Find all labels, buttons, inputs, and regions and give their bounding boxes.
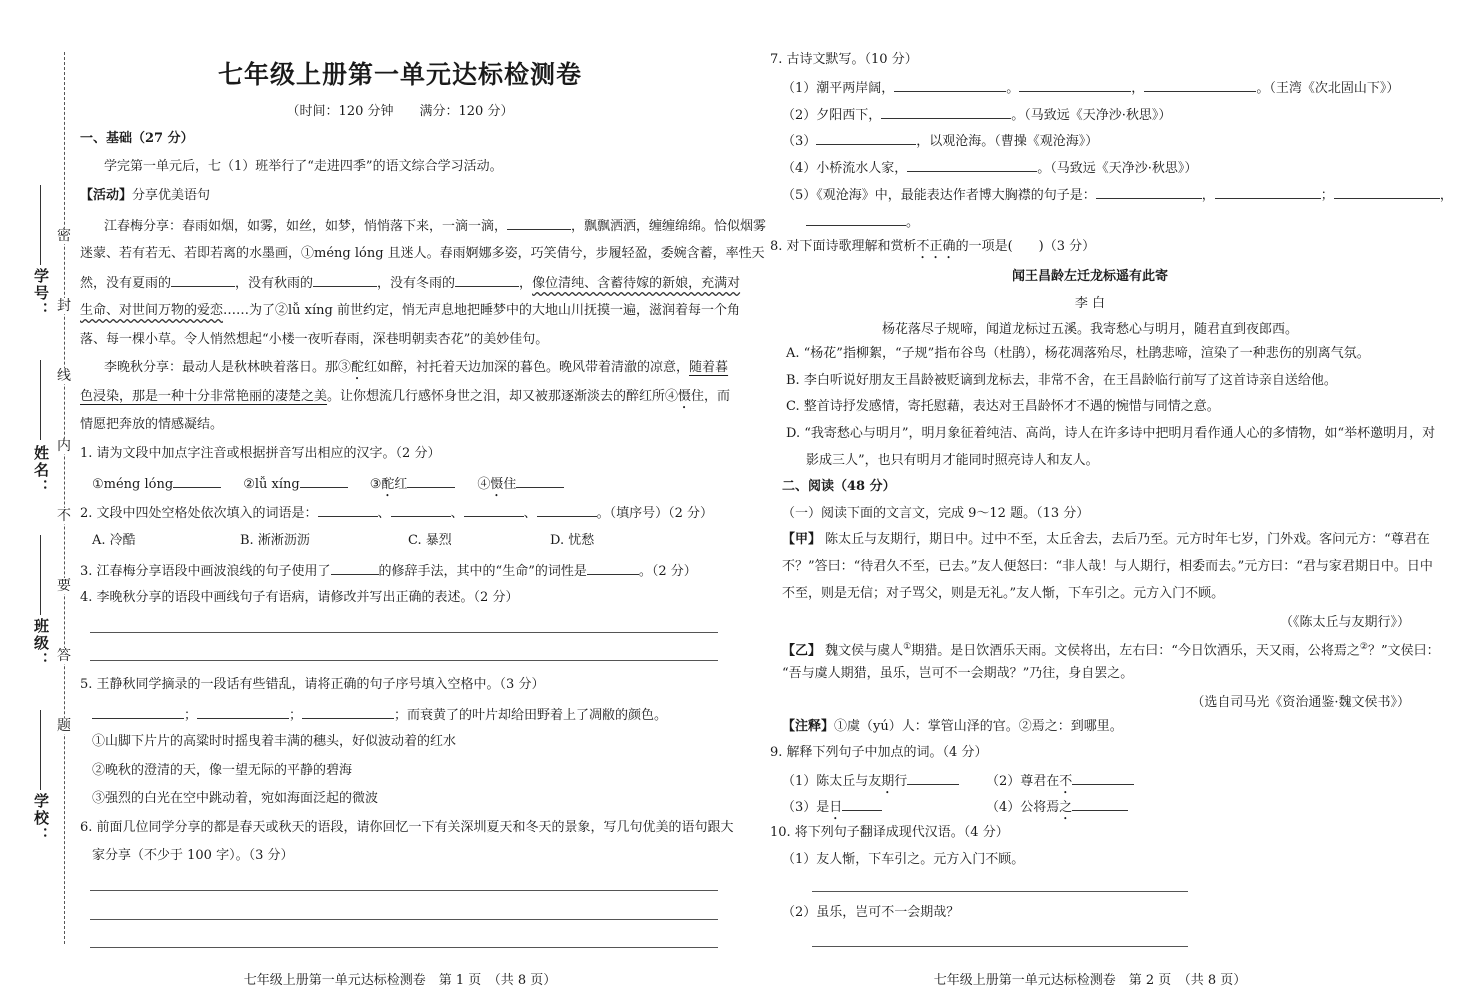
answer-blank[interactable] <box>173 474 221 488</box>
question-7-3: （3） ，以观沧海。（曹操《观沧海》） <box>782 131 1098 151</box>
binding-dashed-line <box>64 52 65 944</box>
answer-blank[interactable] <box>537 503 597 517</box>
answer-line[interactable] <box>812 891 1188 892</box>
activity-tag: 【活动】 <box>80 188 133 203</box>
text-source: （选自司马光《资治通鉴·魏文侯书》） <box>1191 695 1410 710</box>
passage-line: 落、每一棵小草。令人悄然想起“小楼一夜听春雨，深巷明朝卖杏花”的美妙佳句。 <box>80 332 549 347</box>
question-5: 5. 王静秋同学摘录的一段话有些错乱，请将正确的句子序号填入空格中。（3 分） <box>80 677 545 692</box>
answer-blank[interactable] <box>300 474 348 488</box>
question-9-1: （1）陈太丘与友期行 <box>782 771 959 797</box>
poem-text: 杨花落尽子规啼，闻道龙标过五溪。我寄愁心与明月，随君直到夜郎西。 <box>881 322 1298 337</box>
poem-author: 李 白 <box>1074 296 1106 311</box>
passage-line: 色浸染，那是一种十分非常艳丽的凄楚之美。让你想流几行感怀身世之泪，却又被那逐渐淡去的醉红所④慑住，而 <box>80 389 731 404</box>
question-10-1: （1）友人惭，下车引之。元方入门不顾。 <box>782 852 1025 867</box>
question-10-2: （2）虽乐，岂可不一会期哉？ <box>782 905 960 920</box>
name-line <box>40 360 41 440</box>
seal-char: 封 <box>57 298 71 314</box>
answer-blank[interactable] <box>92 705 184 719</box>
option-b[interactable]: B. 李白听说好朋友王昌龄被贬谪到龙标去，非常不舍，在王昌龄临行前写了这首诗亲自送给他。 <box>786 373 1337 388</box>
question-5-blanks: ； ； ；而衰黄了的叶片却给田野着上了凋敝的颜色。 <box>92 705 667 725</box>
classical-text: “吾与虞人期猎，虽乐，岂可不一会期哉？”乃往，身自罢之。 <box>782 666 1134 681</box>
underlined-sentence: 随着暮 <box>689 360 729 375</box>
sentence-option: ②晚秋的澄清的天，像一望无际的平静的碧海 <box>92 763 353 778</box>
question-7-4: （4）小桥流水人家， 。（马致远《天净沙·秋思》） <box>782 158 1197 178</box>
answer-blank[interactable] <box>464 503 524 517</box>
question-10: 10. 将下列句子翻译成现代汉语。（4 分） <box>770 825 1009 840</box>
question-3: 3. 江春梅分享语段中画波浪线的句子使用了 的修辞手法，其中的“生命”的词性是 。（2 分） <box>80 561 697 581</box>
question-9-2: （2）尊君在不 <box>986 771 1134 797</box>
question-1-items: ①méng lóng ②lǚ xíng ③酡红 ④慑住 <box>92 474 564 500</box>
question-6: 6. 前面几位同学分享的都是春天或秋天的语段，请你回忆一下有关深圳夏天和冬天的景象，写几句优美的语句跟大 <box>80 820 734 835</box>
passage-line: 生命、对世间万物的爱恋……为了②lǚ xíng 前世约定，悄无声息地把睡梦中的大地山川抚摸一遍，滋润着每一个角 <box>80 303 740 318</box>
answer-blank[interactable] <box>1215 185 1321 199</box>
answer-blank[interactable] <box>1072 797 1128 811</box>
page-footer: 七年级上册第一单元达标检测卷 第 1 页 （共 8 页） <box>243 973 557 988</box>
seal-char: 密 <box>57 228 71 244</box>
answer-blank[interactable] <box>516 474 564 488</box>
answer-blank[interactable] <box>907 158 1037 172</box>
option-b[interactable]: B. 淅淅沥沥 <box>240 533 310 548</box>
passage-line: 情愿把奔放的情感凝结。 <box>80 417 224 432</box>
answer-line[interactable] <box>90 632 718 633</box>
section-heading: 一、基础（27 分） <box>80 131 194 146</box>
sentence-option: ③强烈的白光在空中跳动着，宛如海面泛起的微波 <box>92 791 379 806</box>
question-7-5-cont: 。 <box>806 212 919 232</box>
question-9: 9. 解释下列句子中加点的词。（4 分） <box>770 745 988 760</box>
question-2: 2. 文段中四处空格处依次填入的词语是： 、 、 、 。（填序号）（2 分） <box>80 503 713 523</box>
poem-title: 闻王昌龄左迁龙标遥有此寄 <box>1011 269 1168 284</box>
page-footer: 七年级上册第一单元达标检测卷 第 2 页 （共 8 页） <box>933 973 1247 988</box>
activity-title: 分享优美语句 <box>132 188 211 203</box>
answer-blank[interactable] <box>907 771 959 785</box>
answer-blank[interactable] <box>1144 78 1256 92</box>
answer-line[interactable] <box>90 947 718 948</box>
answer-blank[interactable] <box>391 503 451 517</box>
answer-blank[interactable] <box>407 474 455 488</box>
option-d[interactable]: D. 忧愁 <box>550 533 595 548</box>
wavy-sentence: 像位清纯、含蓄待嫁的新娘，充满对 <box>532 276 741 291</box>
answer-blank[interactable] <box>842 797 882 811</box>
answer-line[interactable] <box>90 919 718 920</box>
seal-char: 要 <box>57 578 71 594</box>
class-label: 班级： <box>32 618 50 669</box>
school-label: 学校： <box>32 793 50 844</box>
question-8: 8. 对下面诗歌理解和赏析不正确的一项是( )（3 分） <box>770 239 1096 254</box>
wavy-sentence: 生命、对世间万物的爱恋 <box>80 303 224 318</box>
binding-margin <box>0 0 80 999</box>
answer-blank[interactable] <box>1334 185 1440 199</box>
answer-line[interactable] <box>812 946 1188 947</box>
school-line <box>40 710 41 790</box>
classical-text: 【甲】 陈太丘与友期行，期日中。过中不至，太丘舍去，去后乃至。元方时年七岁，门外戏。客问元方：“尊君在 <box>782 532 1430 547</box>
question-7-1: （1）潮平两岸阔， 。 ， 。（王湾《次北固山下》） <box>782 78 1399 98</box>
passage-line: 李晚秋分享：最动人是秋林映着落日。那③酡红如醉，衬托着天边加深的暮色。晚风带着清澈的凉意，随着暮 <box>104 360 729 375</box>
question-9-3: （3）是日 <box>782 797 882 823</box>
sentence-option: ①山脚下片片的高粱时时摇曳着丰满的穗头，好似波动着的红水 <box>92 734 457 749</box>
answer-blank[interactable] <box>894 78 1006 92</box>
exam-title: 七年级上册第一单元达标检测卷 <box>217 60 582 89</box>
class-line <box>40 535 41 615</box>
option-c[interactable]: C. 暴烈 <box>408 533 452 548</box>
seal-char: 答 <box>57 648 71 664</box>
exam-subtitle: （时间：120 分钟 满分：120 分） <box>286 104 514 119</box>
student-id-label: 学号： <box>32 268 50 319</box>
answer-blank[interactable] <box>587 561 639 575</box>
seal-char: 题 <box>57 718 71 734</box>
question-7: 7. 古诗文默写。（10 分） <box>770 52 918 67</box>
answer-blank[interactable] <box>881 105 1011 119</box>
answer-blank[interactable] <box>197 705 289 719</box>
classical-text: 【乙】 魏文侯与虞人①期猎。是日饮酒乐天雨。文侯将出，左右曰：“今日饮酒乐，天又雨，公将焉之②？”文侯曰： <box>782 642 1440 659</box>
answer-blank[interactable] <box>806 212 906 226</box>
question-6-cont: 家分享（不少于 100 字）。（3 分） <box>92 848 294 863</box>
question-7-5: （5）《观沧海》中，最能表达作者博大胸襟的句子是： ， ； ， <box>782 185 1453 205</box>
question-4: 4. 李晚秋分享的语段中画线句子有语病，请修改并写出正确的表述。（2 分） <box>80 590 519 605</box>
answer-blank[interactable] <box>1019 78 1131 92</box>
seal-char: 不 <box>57 508 71 524</box>
answer-blank[interactable] <box>1096 185 1202 199</box>
classical-text: 不？”答曰：“待君久不至，已去。”友人便怒曰：“非人哉！与人期行，相委而去。”元方曰：“君与家君期日中。日中 <box>782 559 1433 574</box>
answer-blank[interactable] <box>331 561 379 575</box>
activity-line <box>80 187 210 205</box>
question-1: 1. 请为文段中加点字注音或根据拼音写出相应的汉字。（2 分） <box>80 446 441 461</box>
question-9-4: （4）公将焉之 <box>986 797 1128 823</box>
answer-line[interactable] <box>90 890 718 891</box>
passage-line: 江春梅分享：春雨如烟，如雾，如丝，如梦，悄悄落下来，一滴一滴， ，飘飘洒洒，缠缠绵绵。恰似烟雾 <box>104 216 766 236</box>
name-label: 姓名： <box>32 445 50 496</box>
underlined-sentence: 色浸染，那是一种十分非常艳丽的凄楚之美 <box>80 389 328 404</box>
classical-text: 不至，则是无信；对子骂父，则是无礼。”友人惭，下车引之。元方入门不顾。 <box>782 586 1225 601</box>
answer-blank[interactable] <box>318 503 378 517</box>
student-id-line <box>40 185 41 265</box>
option-a[interactable]: A. 冷酷 <box>92 533 136 548</box>
answer-blank[interactable] <box>313 273 377 287</box>
option-d-cont: 影成三人”，也只有明月才能同时照亮诗人和友人。 <box>806 453 1099 468</box>
answer-blank[interactable] <box>507 216 571 230</box>
answer-blank[interactable] <box>1072 771 1134 785</box>
option-c[interactable]: C. 整首诗抒发感情，寄托慰藉，表达对王昌龄怀才不遇的惋惜与同情之意。 <box>786 399 1220 414</box>
intro-text: 学完第一单元后，七（1）班举行了“走进四季”的语文综合学习活动。 <box>104 159 503 174</box>
reading-instruction: （一）阅读下面的文言文，完成 9～12 题。（13 分） <box>782 506 1090 521</box>
section-heading: 二、阅读（48 分） <box>782 479 896 494</box>
question-7-2: （2）夕阳西下， 。（马致远《天净沙·秋思》） <box>782 105 1171 125</box>
answer-line[interactable] <box>90 660 718 661</box>
answer-blank[interactable] <box>171 273 235 287</box>
option-a[interactable]: A. “杨花”指柳絮，“子规”指布谷鸟（杜鹃），杨花凋落殆尽，杜鹃悲啼，渲染了一种悲伤的别离气氛。 <box>786 346 1370 361</box>
seal-char: 线 <box>57 368 71 384</box>
seal-char: 内 <box>57 438 71 454</box>
answer-blank[interactable] <box>455 273 519 287</box>
annotation: 【注释】①虞（yú）人：掌管山泽的官。②焉之：到哪里。 <box>782 719 1123 734</box>
passage-line: 然，没有夏雨的 ，没有秋雨的 ，没有冬雨的 ，像位清纯、含蓄待嫁的新娘，充满对 <box>80 273 740 293</box>
option-d[interactable]: D. “我寄愁心与明月”，明月象征着纯洁、高尚，诗人在许多诗中把明月看作通人心的多情物，如“举杯邀明月，对 <box>786 426 1436 441</box>
text-source: （《陈太丘与友期行》） <box>1279 615 1410 630</box>
answer-blank[interactable] <box>816 131 916 145</box>
passage-line: 迷蒙、若有若无、若即若离的水墨画，①méng lóng 且迷人。春雨婀娜多姿，巧笑倩兮，步履轻盈，委婉含蓄，率性天 <box>80 246 765 261</box>
answer-blank[interactable] <box>302 705 394 719</box>
